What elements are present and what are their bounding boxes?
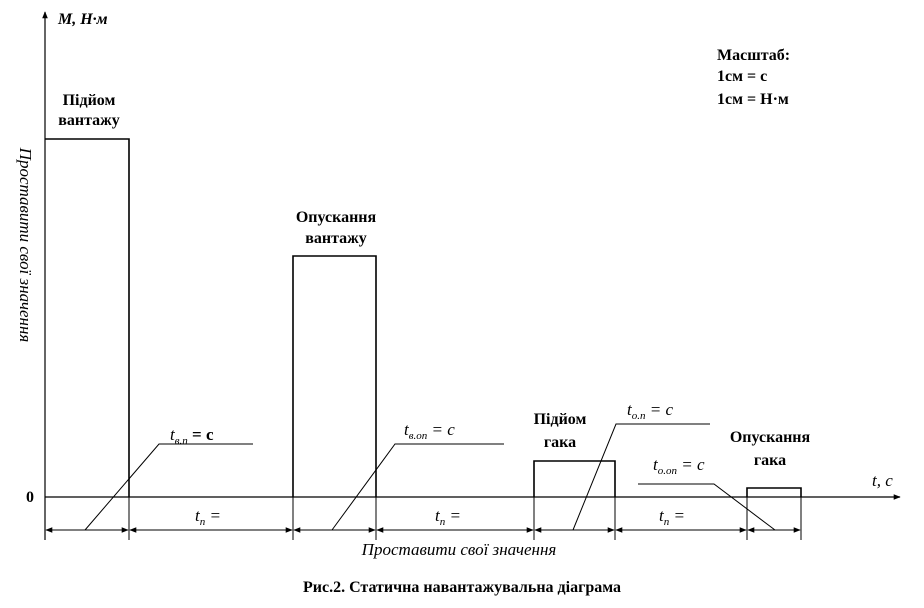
lower-load-label-2: вантажу bbox=[305, 230, 367, 247]
lift-load-label-1: Підйом bbox=[62, 92, 116, 109]
block-lower-load bbox=[293, 256, 376, 497]
x-bottom-note: Проставити свої значення bbox=[361, 540, 557, 559]
zero-label: 0 bbox=[26, 489, 34, 506]
block-lift-load bbox=[45, 139, 129, 497]
scale-line-torque: 1см = Н·м bbox=[717, 91, 789, 108]
leader-t-lift-load bbox=[85, 444, 253, 530]
lower-hook-label-2: гака bbox=[753, 452, 787, 469]
leader-t-lift-hook bbox=[573, 424, 710, 530]
t-lower-load-label: $t_{в.оп} = с$ bbox=[404, 420, 455, 442]
scale-line-time: 1см = с bbox=[717, 68, 768, 85]
pause-label-1: $t_п$ = bbox=[195, 506, 221, 528]
pause-label-2: $t_п$ = bbox=[435, 506, 461, 528]
x-axis-label: t, c bbox=[872, 471, 893, 490]
t-lift-hook-label: $t_{о.п} = с$ bbox=[627, 400, 674, 422]
figure-caption: Рис.2. Статична навантажувальна діаграма bbox=[302, 579, 622, 596]
t-lower-hook-label: $t_{о.оп} = с$ bbox=[653, 455, 705, 477]
pause-label-3: $t_п$ = bbox=[659, 506, 685, 528]
lift-hook-label-1: Підйом bbox=[533, 411, 587, 428]
lift-hook-label-2: гака bbox=[543, 434, 577, 451]
lower-hook-label-1: Опускання bbox=[729, 429, 811, 446]
scale-title: Масштаб: bbox=[717, 47, 791, 64]
t-lift-load-label: $t_{в.п} = с$ bbox=[170, 425, 214, 447]
leader-t-lower-load bbox=[332, 444, 504, 530]
block-lift-hook bbox=[534, 461, 615, 497]
lift-load-label-2: вантажу bbox=[58, 112, 120, 129]
block-lower-hook bbox=[747, 488, 801, 497]
dimension-ticks bbox=[45, 497, 801, 540]
y-side-note: Проставити свої значення bbox=[16, 147, 35, 343]
lower-load-label-1: Опускання bbox=[295, 209, 377, 226]
y-axis-label: M, Н·м bbox=[58, 11, 108, 28]
